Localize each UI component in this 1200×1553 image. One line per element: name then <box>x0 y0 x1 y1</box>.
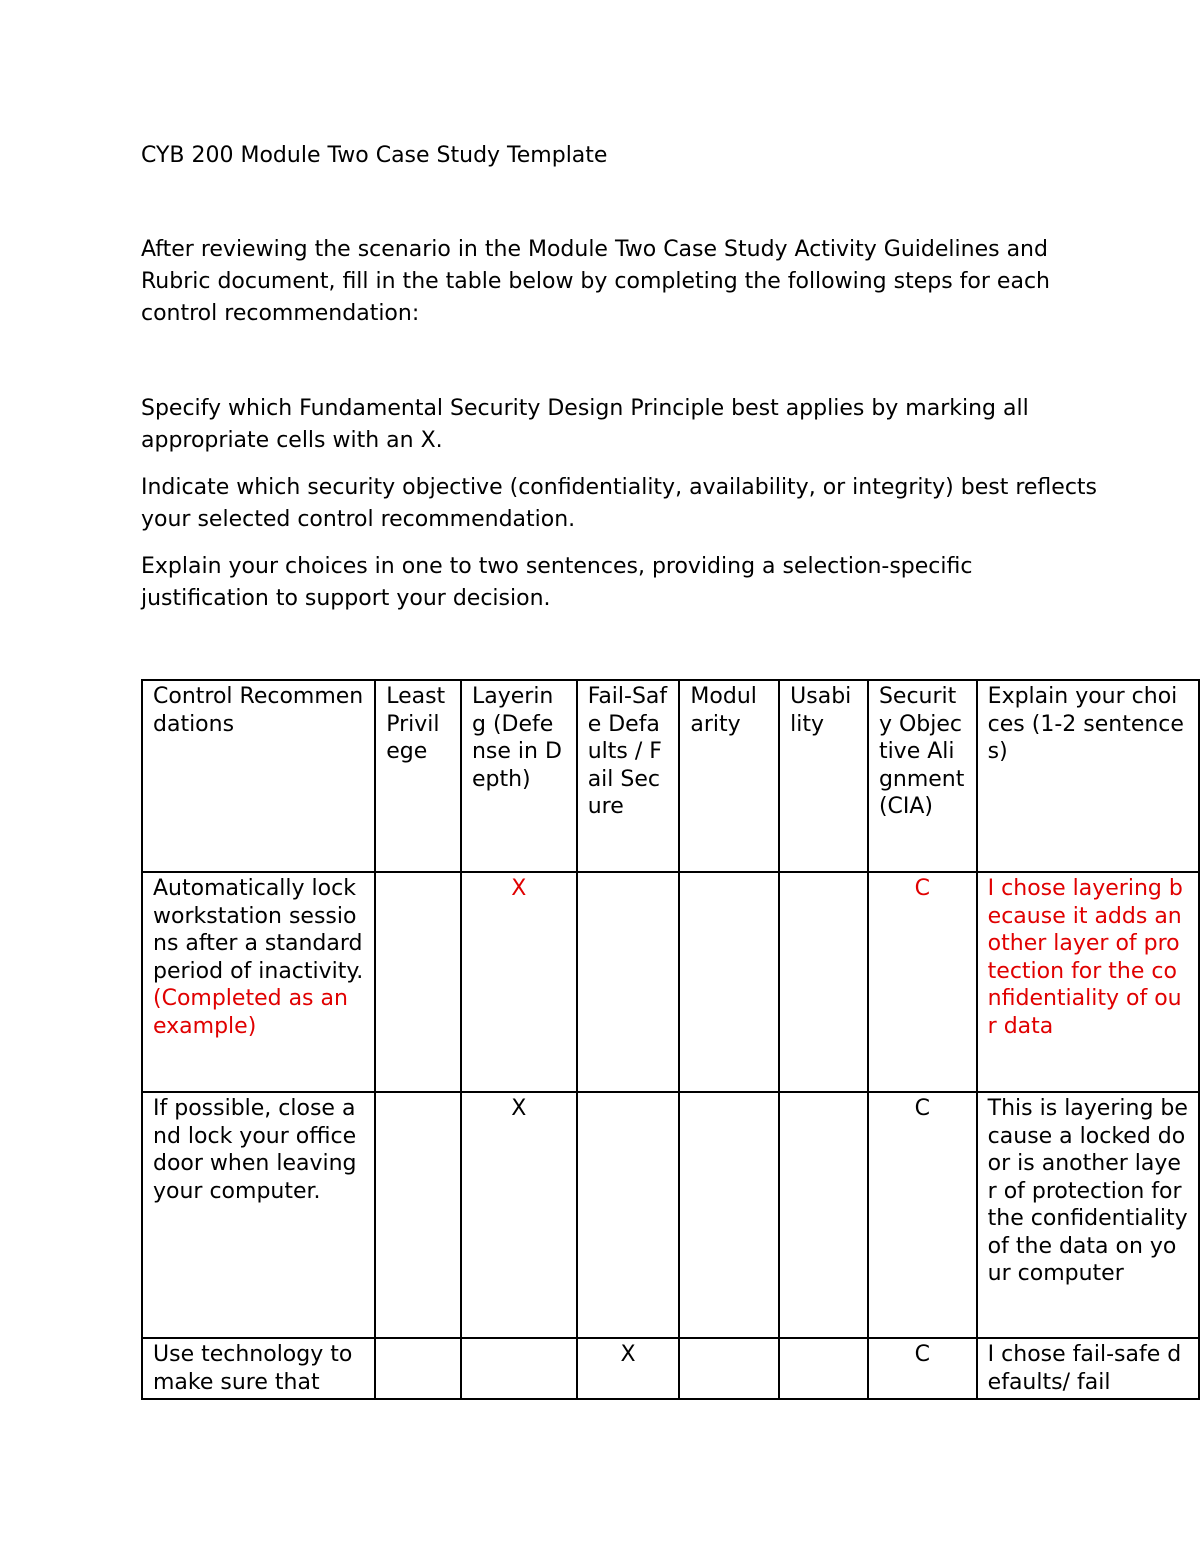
layering-cell: X <box>461 872 577 1092</box>
fail-safe-cell <box>577 872 680 1092</box>
header-least-privilege: Least Privilege <box>375 680 461 872</box>
header-layering: Layering (Defense in Depth) <box>461 680 577 872</box>
table-header-row <box>142 680 1199 872</box>
table-row <box>142 1092 1199 1338</box>
intro-paragraph: After reviewing the scenario in the Module Two Case Study Activity Guidelines and Rubric document, fill in the table below by completing the following steps for each control recommendation: <box>141 237 1050 326</box>
layering-cell: X <box>461 1092 577 1338</box>
usability-cell <box>779 1338 868 1399</box>
fail-safe-cell <box>577 1092 680 1338</box>
recommendation-cell <box>142 872 375 1092</box>
modularity-cell <box>679 872 779 1092</box>
document-title: CYB 200 Module Two Case Study Template <box>141 143 608 168</box>
usability-cell <box>779 1092 868 1338</box>
recommendation-cell: If possible, close and lock your office door when leaving your computer. <box>142 1092 375 1338</box>
instruction-step-2: Indicate which security objective (confidentiality, availability, or integrity) best reflects your selected control recommendation. <box>141 475 1098 532</box>
cia-cell: C <box>868 1338 977 1399</box>
fail-safe-cell: X <box>577 1338 680 1399</box>
control-recommendation-table <box>141 679 1200 1400</box>
cia-cell: C <box>868 872 977 1092</box>
header-modularity: Modularity <box>679 680 779 872</box>
least-privilege-cell <box>375 1092 461 1338</box>
example-note: (Completed as an example) <box>153 986 348 1039</box>
least-privilege-cell <box>375 1338 461 1399</box>
instruction-step-1: Specify which Fundamental Security Design Principle best applies by marking all appropriate cells with an X. <box>141 396 1029 453</box>
recommendation-text: Automatically lock workstation sessions after a standard period of inactivity. <box>153 876 364 984</box>
instruction-step-3: Explain your choices in one to two sentences, providing a selection-specific justification to support your decision. <box>141 554 973 611</box>
explanation-cell: This is layering because a locked door is another layer of protection for the confidentiality of the data on your computer <box>977 1092 1199 1338</box>
header-fail-safe: Fail-Safe Defaults / Fail Secure <box>577 680 680 872</box>
modularity-cell <box>679 1338 779 1399</box>
least-privilege-cell <box>375 872 461 1092</box>
modularity-cell <box>679 1092 779 1338</box>
usability-cell <box>779 872 868 1092</box>
header-explanation: Explain your choices (1-2 sentences) <box>977 680 1199 872</box>
layering-cell <box>461 1338 577 1399</box>
explanation-cell: I chose fail-safe defaults/ fail <box>977 1338 1199 1399</box>
table-row <box>142 1338 1199 1399</box>
cia-cell: C <box>868 1092 977 1338</box>
table-row <box>142 872 1199 1092</box>
header-usability: Usability <box>779 680 868 872</box>
header-control-recommendations: Control Recommendations <box>142 680 375 872</box>
header-security-objective: Security Objective Alignment (CIA) <box>868 680 977 872</box>
recommendation-cell: Use technology to make sure that <box>142 1338 375 1399</box>
explanation-cell: I chose layering because it adds another layer of protection for the confidentiality of our data <box>977 872 1199 1092</box>
